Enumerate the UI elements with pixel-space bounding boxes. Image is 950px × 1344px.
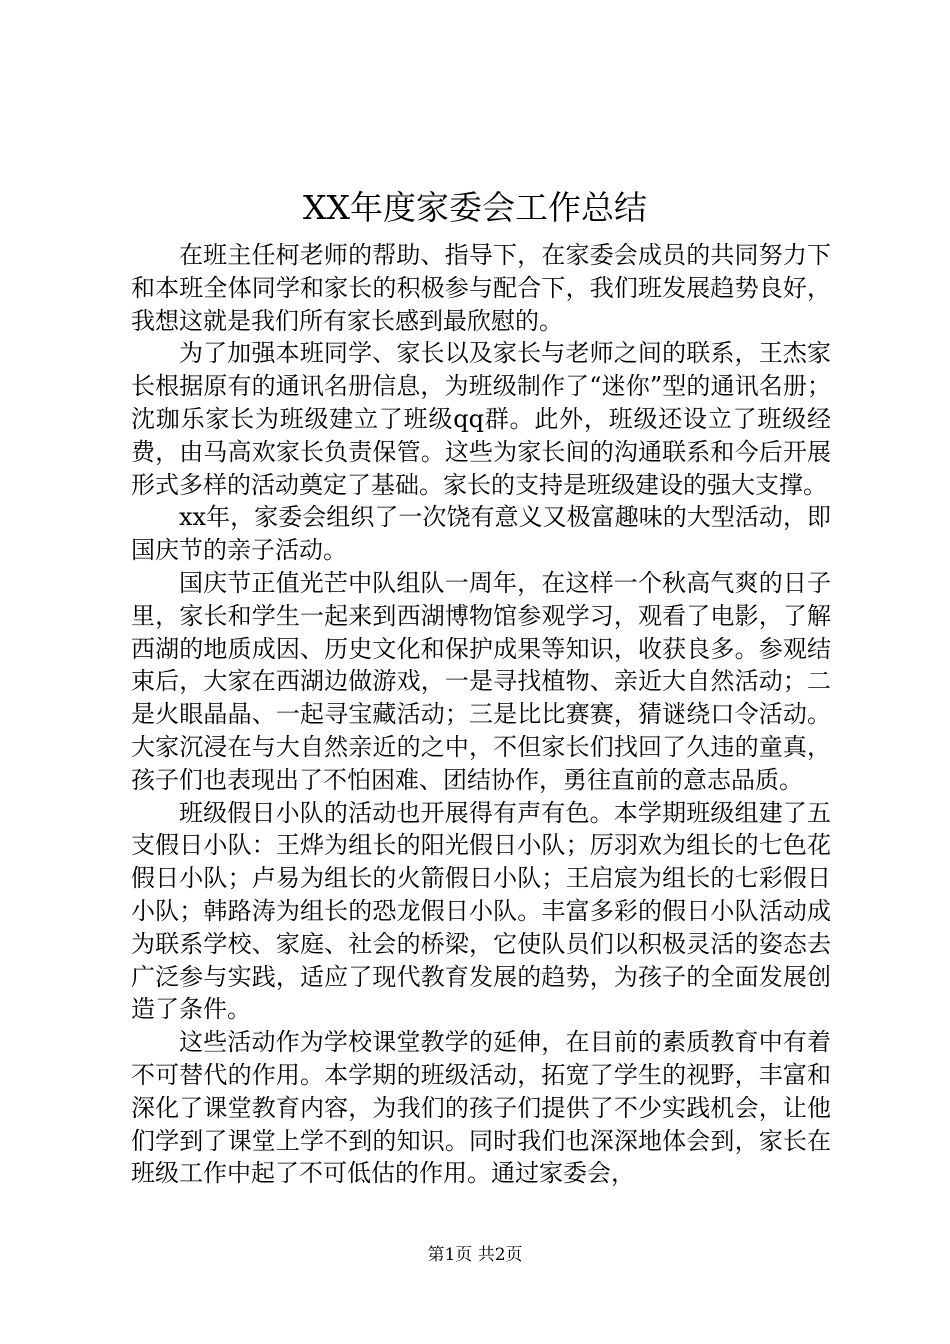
- paragraph: 在班主任柯老师的帮助、指导下，在家委会成员的共同努力下和本班全体同学和家长的积极参与配合下，我们班发展趋势良好，我想这就是我们所有家长感到最欣慰的。: [131, 241, 831, 335]
- paragraph: 这些活动作为学校课堂教学的延伸，在目前的素质教育中有着不可替代的作用。本学期的班级活动，拓宽了学生的视野，丰富和深化了课堂教育内容，为我们的孩子们提供了不少实践机会，让他们学到了课堂上学不到的知识。同时我们也深深地体会到，家长在班级工作中起了不可低估的作用。通过家委会，: [131, 1028, 831, 1188]
- paragraph: 班级假日小队的活动也开展得有声有色。本学期班级组建了五支假日小队：王烨为组长的阳光假日小队；厉羽欢为组长的七色花假日小队；卢易为组长的火箭假日小队；王启宸为组长的七彩假日小队；韩路涛为组长的恐龙假日小队。丰富多彩的假日小队活动成为联系学校、家庭、社会的桥梁，它使队员们以积极灵活的姿态去广泛参与实践，适应了现代教育发展的趋势，为孩子的全面发展创造了条件。: [131, 798, 831, 1024]
- document-body: [131, 239, 831, 1190]
- paragraph: xx年，家委会组织了一次饶有意义又极富趣味的大型活动，即国庆节的亲子活动。: [131, 503, 831, 565]
- document-title: XX年度家委会工作总结: [303, 188, 647, 227]
- paragraph: 为了加强本班同学、家长以及家长与老师之间的联系，王杰家长根据原有的通讯名册信息，为班级制作了“迷你”型的通讯名册；沈珈乐家长为班级建立了班级qq群。此外，班级还设立了班级经费，由马高欢家长负责保管。这些为家长间的沟通联系和今后开展形式多样的活动奠定了基础。家长的支持是班级建设的强大支撑。: [131, 339, 831, 499]
- page-number-footer: 第1页 共2页: [427, 1245, 523, 1265]
- paragraph: 国庆节正值光芒中队组队一周年，在这样一个秋高气爽的日子里，家长和学生一起来到西湖博物馆参观学习，观看了电影，了解西湖的地质成因、历史文化和保护成果等知识，收获良多。参观结束后，大家在西湖边做游戏，一是寻找植物、亲近大自然活动；二是火眼晶晶、一起寻宝藏活动；三是比比赛赛，猜谜绕口令活动。大家沉浸在与大自然亲近的之中，不但家长们找回了久违的童真，孩子们也表现出了不怕困难、团结协作，勇往直前的意志品质。: [131, 568, 831, 794]
